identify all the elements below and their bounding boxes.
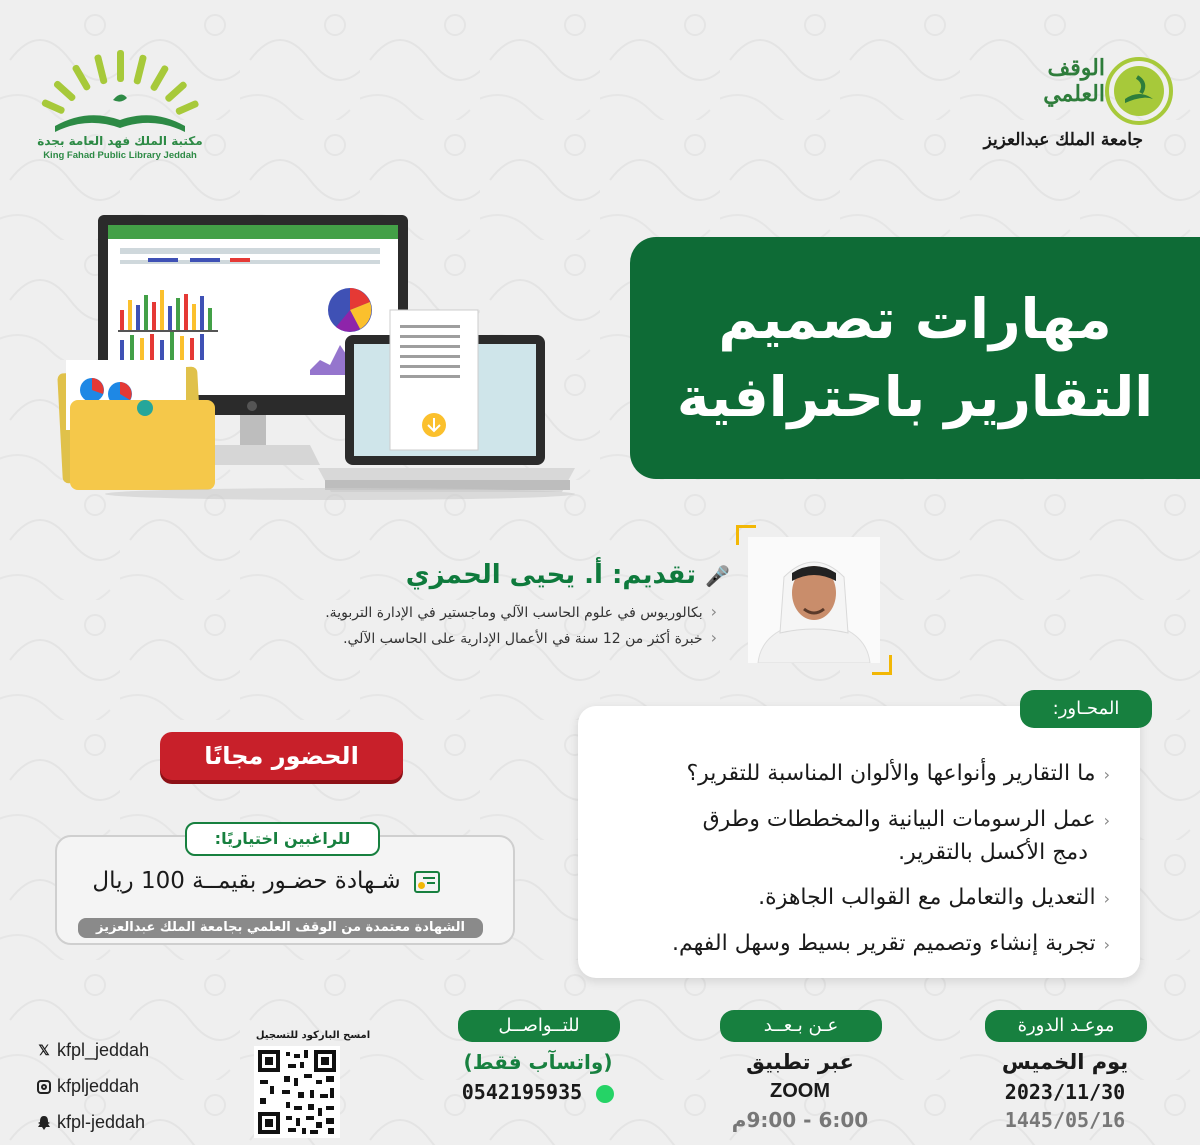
platform-prefix: عبر تطبيق — [746, 1050, 854, 1074]
chevron-left-icon: ‹ — [710, 628, 717, 647]
snapchat-icon — [35, 1114, 53, 1132]
presenter-portrait-icon — [748, 537, 880, 663]
social-instagram[interactable]: kfpljeddah — [35, 1076, 139, 1097]
course-title-line2: التقارير باحترافية — [676, 365, 1154, 429]
chevron-left-icon: ‹ — [1103, 811, 1110, 830]
topic-item: ‹ما التقارير وأنواعها والألوان المناسبة للتقرير؟ — [686, 761, 1110, 786]
presenter-photo — [748, 537, 880, 663]
registration-qr-code[interactable] — [254, 1046, 340, 1138]
pie-chart-icon — [328, 288, 372, 332]
photo-corner-top-left — [736, 525, 756, 545]
microphone-icon: 🎤 — [705, 564, 730, 588]
chevron-left-icon: ‹ — [1103, 935, 1110, 954]
contact-label-pill: للتــواصــل — [458, 1010, 620, 1042]
photo-corner-bottom-right — [872, 655, 892, 675]
contact-phone[interactable]: 0542195935 — [448, 1080, 628, 1104]
social-snapchat[interactable]: kfpl-jeddah — [35, 1112, 145, 1133]
course-title-line1: مهارات تصميم — [718, 287, 1112, 351]
topic-item: ‹تجربة إنشاء وتصميم تقرير بسيط وسهل الفهم. — [672, 931, 1110, 956]
platform-name: ZOOM — [770, 1080, 830, 1102]
free-attendance-badge: الحضور مجانًا — [160, 732, 403, 780]
certificate-icon — [414, 871, 440, 893]
chevron-left-icon: ‹ — [1103, 765, 1110, 784]
x-icon: 𝕏 — [38, 1042, 50, 1058]
kfpl-arabic-name: مكتبة الملك فهد العامة بجدة — [37, 134, 203, 148]
instagram-icon — [35, 1078, 53, 1096]
library-sunburst-icon — [35, 48, 205, 134]
waqf-emblem-icon — [1103, 55, 1175, 127]
laptop-icon — [318, 310, 575, 492]
waqf-logo — [985, 55, 1175, 160]
topic-item-continuation: دمج الأكسل بالتقرير. — [898, 840, 1088, 865]
devices-illustration — [40, 210, 580, 500]
presenter-bio-2: ‹خبرة أكثر من 12 سنة في الأعمال الإدارية على الحاسب الآلي. — [343, 628, 717, 647]
kfpl-logo — [35, 48, 205, 163]
optional-label: للراغبين اختياريًا: — [185, 822, 380, 856]
course-title-banner — [630, 237, 1200, 479]
whatsapp-icon — [596, 1085, 614, 1103]
social-x[interactable]: 𝕏 kfpl_jeddah — [35, 1040, 149, 1061]
course-time: 6:00 - 9:00م — [731, 1108, 869, 1132]
date-label-pill: موعـد الدورة — [985, 1010, 1147, 1042]
course-day: يوم الخميس — [1001, 1050, 1129, 1074]
certificate-price: شـهادة حضـور بقيمــة 100 ريال — [70, 868, 440, 894]
topics-card — [578, 706, 1140, 978]
chevron-left-icon: ‹ — [710, 602, 717, 621]
whatsapp-only-note: (واتسآب فقط) — [463, 1050, 613, 1074]
chevron-left-icon: ‹ — [1103, 889, 1110, 908]
topics-header-badge: المحـاور: — [1020, 690, 1152, 728]
topic-item: ‹عمل الرسومات البيانية والمخططات وطرق — [702, 807, 1110, 832]
topic-item: ‹التعديل والتعامل مع القوالب الجاهزة. — [758, 885, 1110, 910]
qr-caption: امسح الباركود للتسجيل — [255, 1030, 371, 1041]
kfpl-english-name: King Fahad Public Library Jeddah — [43, 150, 197, 161]
waqf-name: الوقف العلمي — [1043, 55, 1105, 107]
presenter-name: 🎤 تقديم: أ. يحيى الحمزي — [405, 560, 730, 590]
folder-icon — [57, 360, 215, 490]
certificate-note: الشهادة معتمدة من الوقف العلمي بجامعة الملك عبدالعزيز — [78, 918, 483, 938]
presenter-bio-1: ‹بكالوريوس في علوم الحاسب الآلي وماجستير في الإدارة التربوية. — [325, 602, 717, 621]
remote-label-pill: عـن بـعــد — [720, 1010, 882, 1042]
course-date-hijri: 1445/05/16 — [1004, 1108, 1126, 1132]
kau-name: جامعة الملك عبدالعزيز — [983, 130, 1143, 150]
course-date-gregorian: 2023/11/30 — [1004, 1080, 1126, 1104]
